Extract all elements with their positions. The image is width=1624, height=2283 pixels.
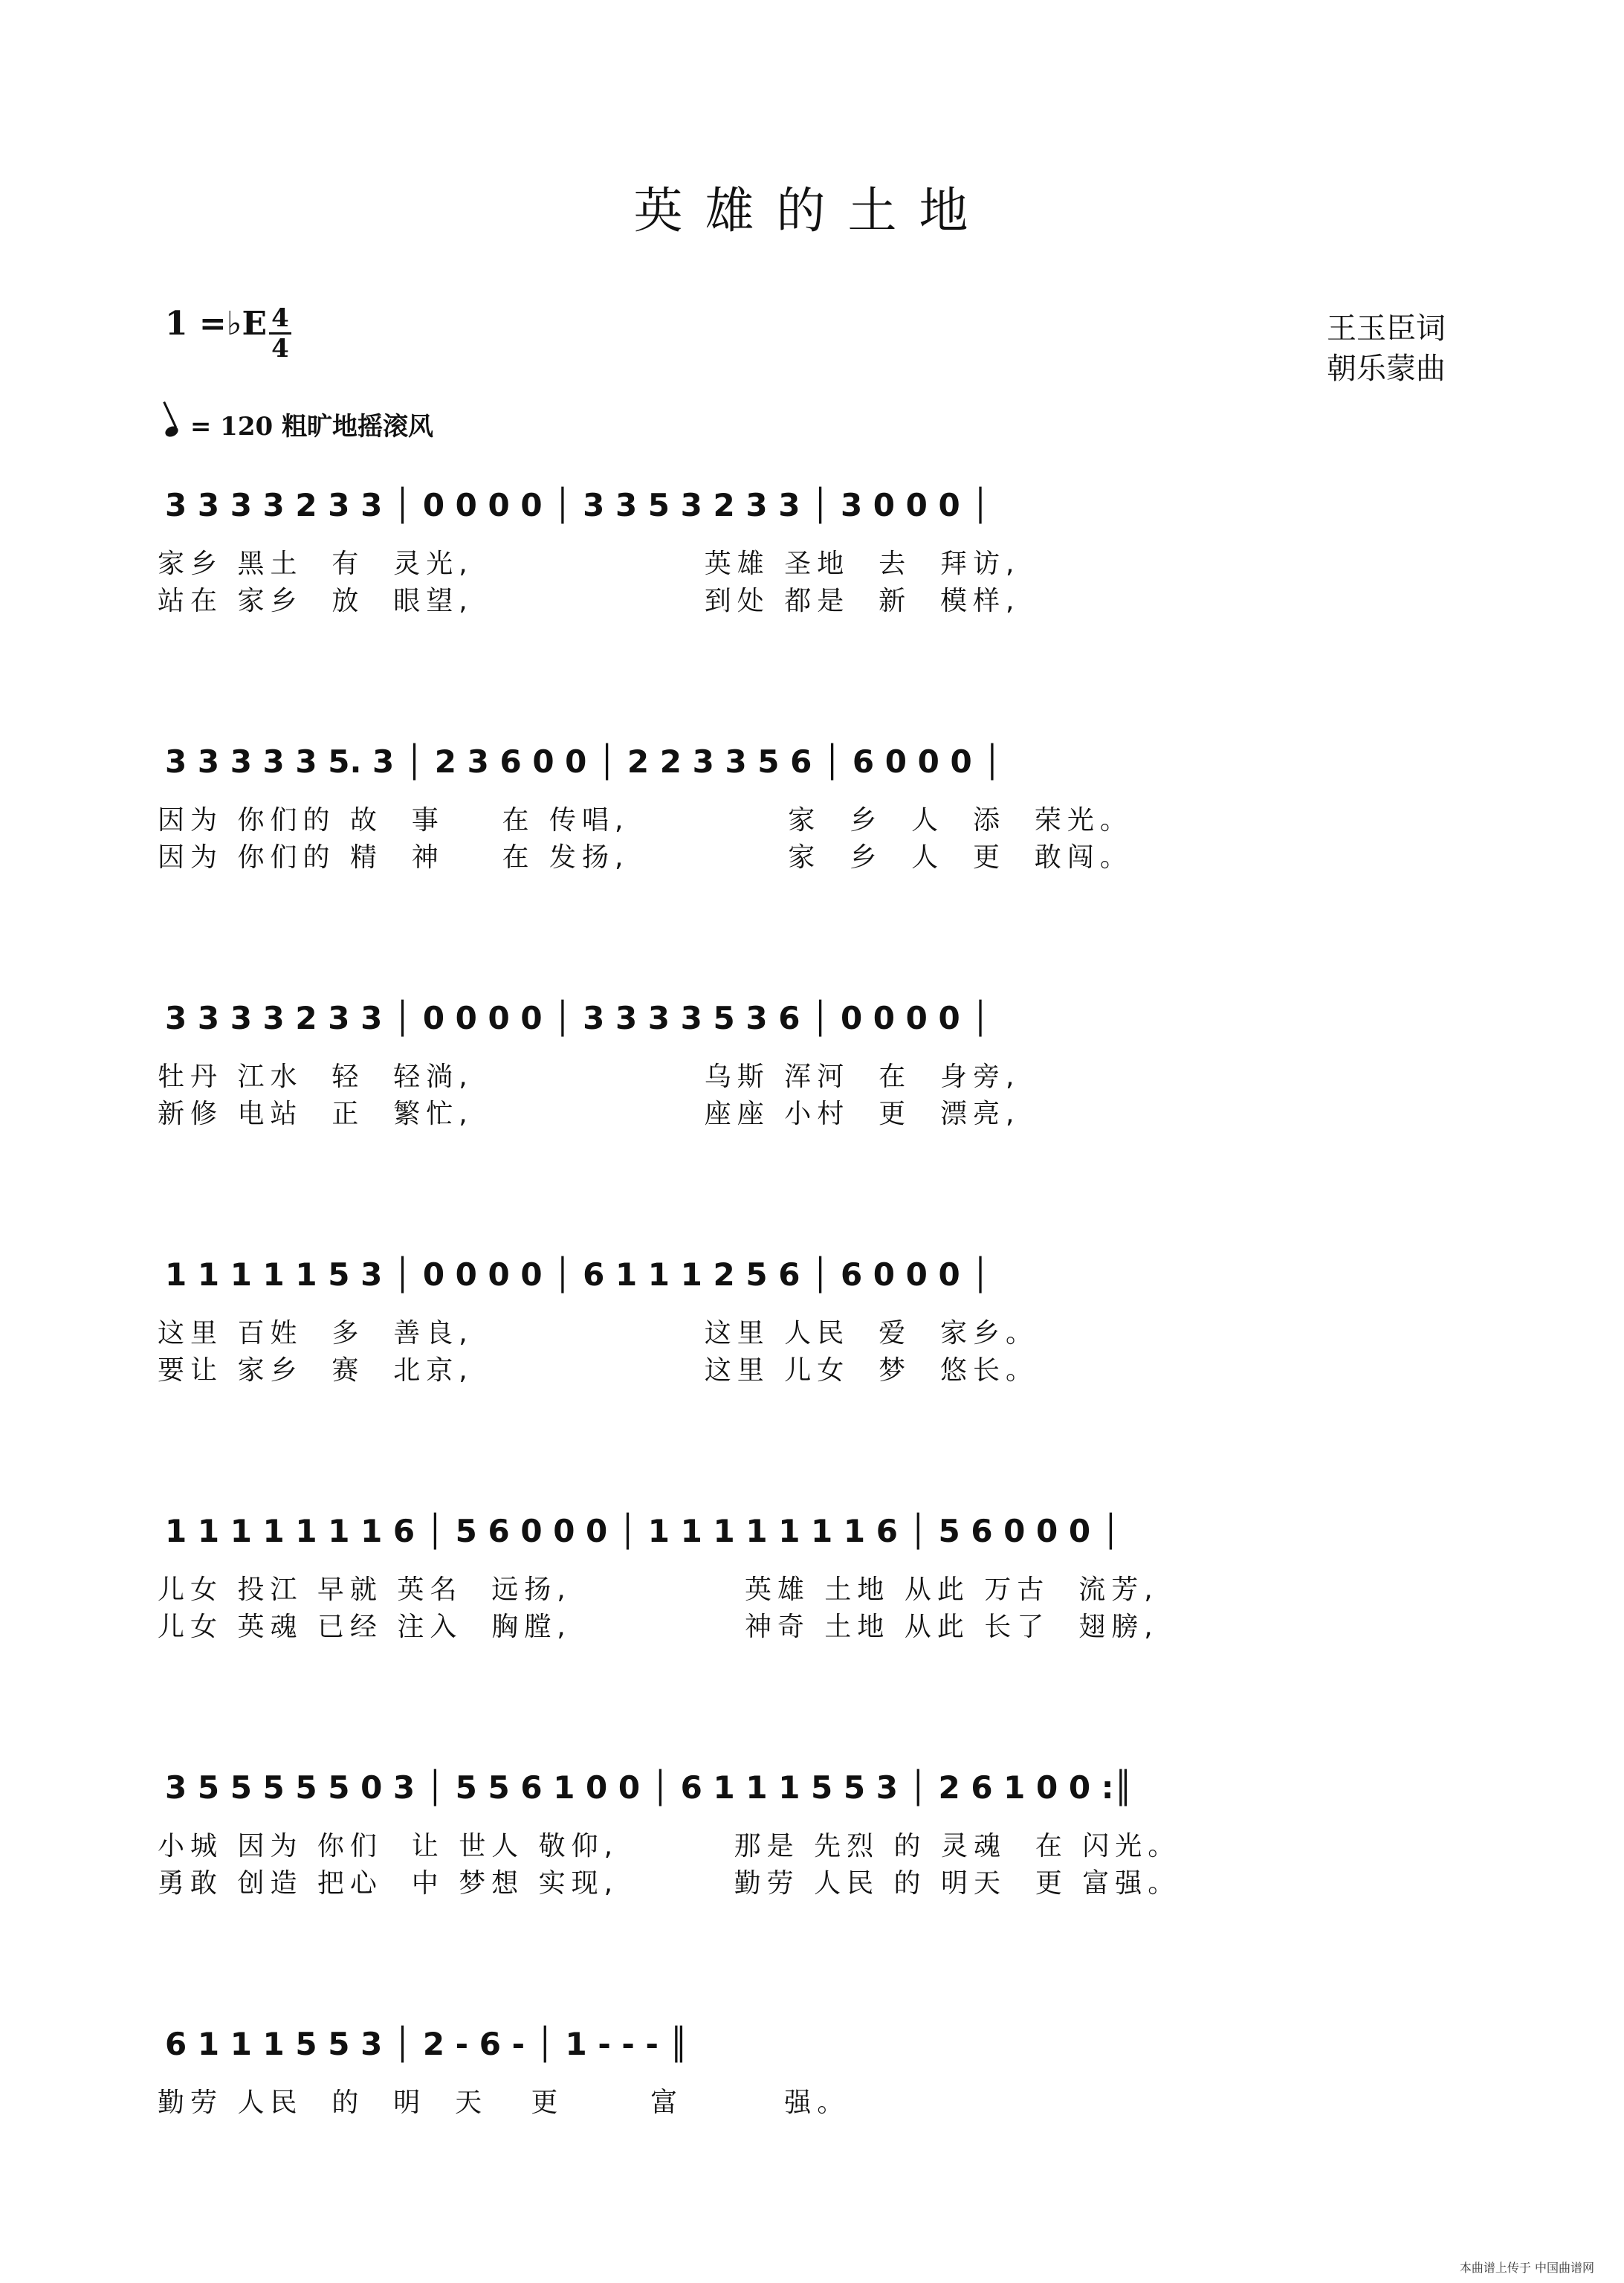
lyric-verse-1: 牡丹 江水 轻 轻淌, 乌斯 浑河 在 身旁, — [158, 1062, 1020, 1092]
system-5 — [0, 1513, 1624, 1662]
system-7 — [0, 2026, 1624, 2174]
lyric-verse-2: 站在 家乡 放 眼望, 到处 都是 新 模样, — [158, 586, 1020, 616]
system-3 — [0, 1000, 1624, 1149]
lyric-verse-1: 小城 因为 你们 让 世人 敬仰, 那是 先烈 的 灵魂 在 闪光。 — [158, 1831, 1181, 1861]
lyricist: 王玉臣词 — [1327, 311, 1446, 346]
lyric-verse-2: 勇敢 创造 把心 中 梦想 实现, 勤劳 人民 的 明天 更 富强。 — [158, 1868, 1181, 1899]
lyric-verse-1: 因为 你们的 故 事 在 传唱, 家 乡 人 添 荣光。 — [158, 805, 1133, 836]
notes-line: 3 3 3 3 2 3 3 │ 0 0 0 0 │ 3 3 3 3 5 3 6 │ 0 0 0 0 │ — [165, 1000, 990, 1036]
time-signature-bottom: 4 — [271, 334, 289, 364]
lyric-verse-1: 这里 百姓 多 善良, 这里 人民 爱 家乡。 — [158, 1318, 1038, 1349]
system-1 — [0, 487, 1624, 636]
system-6 — [0, 1769, 1624, 1918]
system-2 — [0, 743, 1624, 892]
notes-line: 1 1 1 1 1 1 1 6 │ 5 6 0 0 0 │ 1 1 1 1 1 1 1 6 │ 5 6 0 0 0 │ — [165, 1513, 1120, 1549]
song-title: 英雄的土地 — [633, 182, 991, 239]
lyric-verse-1: 儿女 投江 早就 英名 远扬, 英雄 土地 从此 万古 流芳, — [158, 1575, 1159, 1605]
lyric-verse-1: 勤劳 人民 的 明 天 更 富 强。 — [158, 2087, 850, 2118]
lyric-verse-2: 儿女 英魂 已经 注入 胸膛, 神奇 土地 从此 长了 翅膀, — [158, 1612, 1159, 1642]
key-signature: 1 =♭E — [165, 305, 268, 343]
notes-line: 6 1 1 1 5 5 3 │ 2 - 6 - │ 1 - - - ║ — [165, 2026, 688, 2062]
quarter-note-icon — [164, 424, 180, 439]
lyric-verse-1: 家乡 黑土 有 灵光, 英雄 圣地 去 拜访, — [158, 549, 1020, 579]
tempo-text: = 120 粗旷地摇滚风 — [190, 412, 433, 442]
notes-line: 1 1 1 1 1 5 3 │ 0 0 0 0 │ 6 1 1 1 2 5 6 │ 6 0 0 0 │ — [165, 1256, 990, 1293]
notes-line: 3 3 3 3 3 5. 3 │ 2 3 6 0 0 │ 2 2 3 3 5 6 │ 6 0 0 0 │ — [165, 743, 1002, 780]
composer: 朝乐蒙曲 — [1327, 352, 1446, 386]
time-signature — [269, 305, 291, 362]
time-signature-top: 4 — [271, 303, 289, 333]
footer-credit: 本曲谱上传于 中国曲谱网 — [1459, 2261, 1594, 2275]
lyric-verse-2: 要让 家乡 赛 北京, 这里 儿女 梦 悠长。 — [158, 1355, 1038, 1386]
lyric-verse-2: 因为 你们的 精 神 在 发扬, 家 乡 人 更 敢闯。 — [158, 842, 1133, 873]
system-4 — [0, 1256, 1624, 1405]
notes-line: 3 5 5 5 5 5 0 3 │ 5 5 6 1 0 0 │ 6 1 1 1 5 5 3 │ 2 6 1 0 0 :║ — [165, 1769, 1133, 1806]
lyric-verse-2: 新修 电站 正 繁忙, 座座 小村 更 漂亮, — [158, 1099, 1020, 1129]
notes-line: 3 3 3 3 2 3 3 │ 0 0 0 0 │ 3 3 5 3 2 3 3 │ 3 0 0 0 │ — [165, 487, 990, 523]
tempo-marking — [165, 406, 433, 442]
